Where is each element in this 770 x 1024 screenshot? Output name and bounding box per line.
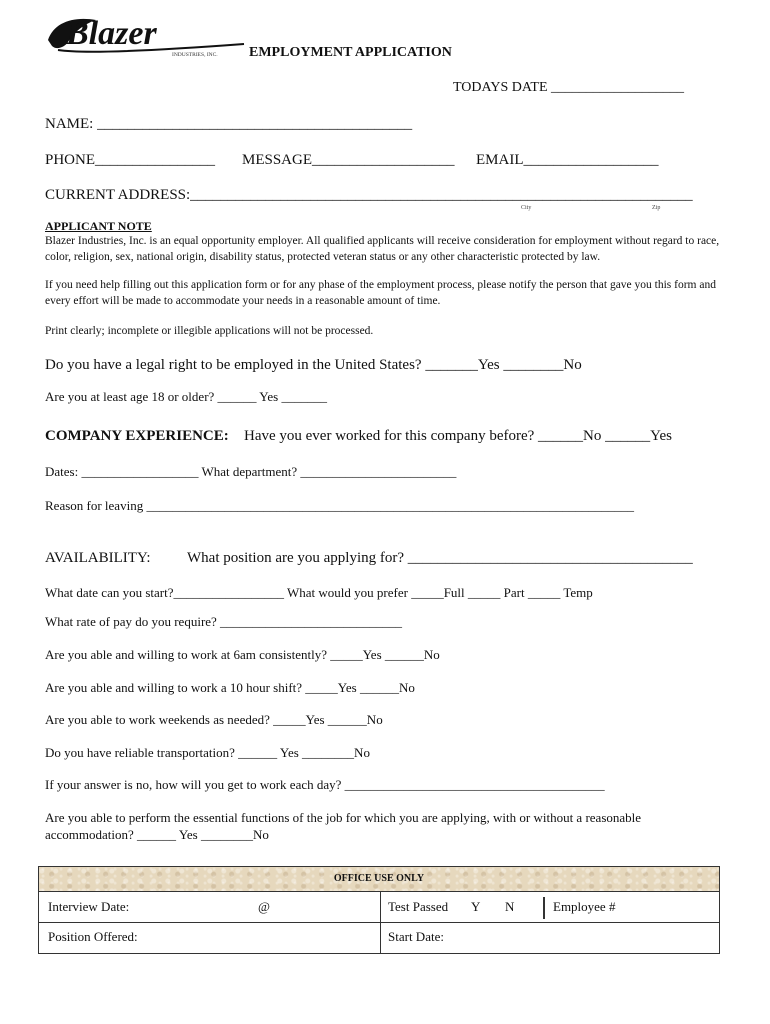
test-passed-yes[interactable]: Y [471, 899, 481, 914]
name-field[interactable]: NAME: __________________________________________ [45, 116, 413, 132]
page-title: EMPLOYMENT APPLICATION [249, 45, 452, 60]
applicant-note-paragraph-2: If you need help filling out this application form or for any phase of the employment process, please notify the person that gave you this form and every effort will be made to accommodate your needs in a reasonable amount of time. [45, 279, 716, 307]
transportation-question[interactable]: Do you have reliable transportation? ______ Yes ________No [45, 745, 370, 760]
availability-heading: AVAILABILITY: [45, 550, 151, 566]
phone-field[interactable]: PHONE________________ [45, 152, 216, 168]
test-passed-no[interactable]: N [505, 899, 515, 914]
commute-plan-field[interactable]: If your answer is no, how will you get to work each day? ________________________________________ [45, 777, 605, 792]
applicant-note-paragraph-3: Print clearly; incomplete or illegible applications will not be processed. [45, 325, 374, 337]
essential-functions-question-line1: Are you able to perform the essential functions of the job for which you are applying, with or without a reasonable [45, 810, 642, 825]
applicant-note-title: APPLICANT NOTE [45, 219, 152, 233]
office-use-only-box [38, 866, 720, 954]
start-date-label[interactable]: Start Date: [388, 929, 444, 944]
zip-label: Zip [652, 205, 661, 211]
work-6am-question[interactable]: Are you able and willing to work at 6am consistently? _____Yes ______No [45, 647, 440, 662]
position-applying-field[interactable]: What position are you applying for? ______________________________________ [187, 550, 693, 566]
message-field[interactable]: MESSAGE___________________ [242, 152, 455, 168]
rate-of-pay-field[interactable]: What rate of pay do you require? ____________________________ [45, 614, 403, 629]
employee-number-label[interactable]: Employee # [553, 899, 616, 914]
age-18-question[interactable]: Are you at least age 18 or older? ______ Yes _______ [45, 389, 327, 404]
interview-date-label[interactable]: Interview Date: [48, 899, 130, 914]
current-address-field[interactable]: CURRENT ADDRESS:___________________________________________________________________ [45, 187, 693, 203]
weekends-question[interactable]: Are you able to work weekends as needed? _____Yes ______No [45, 712, 383, 727]
dates-department-field[interactable]: Dates: __________________ What department? ________________________ [45, 464, 457, 479]
office-column-divider [380, 891, 381, 953]
work-10hr-question[interactable]: Are you able and willing to work a 10 hour shift? _____Yes ______No [45, 680, 415, 695]
city-label: City [521, 205, 532, 211]
position-offered-label[interactable]: Position Offered: [48, 929, 138, 944]
blazer-logo [44, 10, 254, 58]
legal-right-question[interactable]: Do you have a legal right to be employed in the United States? _______Yes ________No [45, 357, 582, 373]
office-cell-divider [543, 897, 545, 919]
test-passed-label: Test Passed [388, 899, 449, 914]
reason-for-leaving-field[interactable]: Reason for leaving ___________________________________________________________________________ [45, 498, 634, 513]
office-use-only-heading: OFFICE USE ONLY [39, 867, 719, 892]
logo-wordmark: Blazer [66, 15, 157, 52]
start-date-preference-field[interactable]: What date can you start?_________________ What would you prefer _____Full _____ Part _____ Temp [45, 585, 593, 600]
email-field[interactable]: EMAIL__________________ [476, 152, 659, 168]
applicant-note-paragraph-1: Blazer Industries, Inc. is an equal opportunity employer. All qualified applicants will receive consideration for employment without regard to race, color, religion, sex, national origin, disability status, protected veteran status or any other characteristic protected by law. [45, 235, 720, 263]
interview-at-label: @ [258, 899, 270, 914]
worked-here-before-question[interactable]: Have you ever worked for this company before? ______No ______Yes [244, 428, 672, 444]
essential-functions-question-line2[interactable]: accommodation? ______ Yes ________No [45, 827, 269, 842]
logo-subtext: INDUSTRIES, INC. [172, 52, 218, 58]
office-row-divider [39, 922, 719, 923]
company-experience-heading: COMPANY EXPERIENCE: [45, 428, 229, 444]
todays-date-field[interactable]: TODAYS DATE ___________________ [453, 80, 685, 95]
